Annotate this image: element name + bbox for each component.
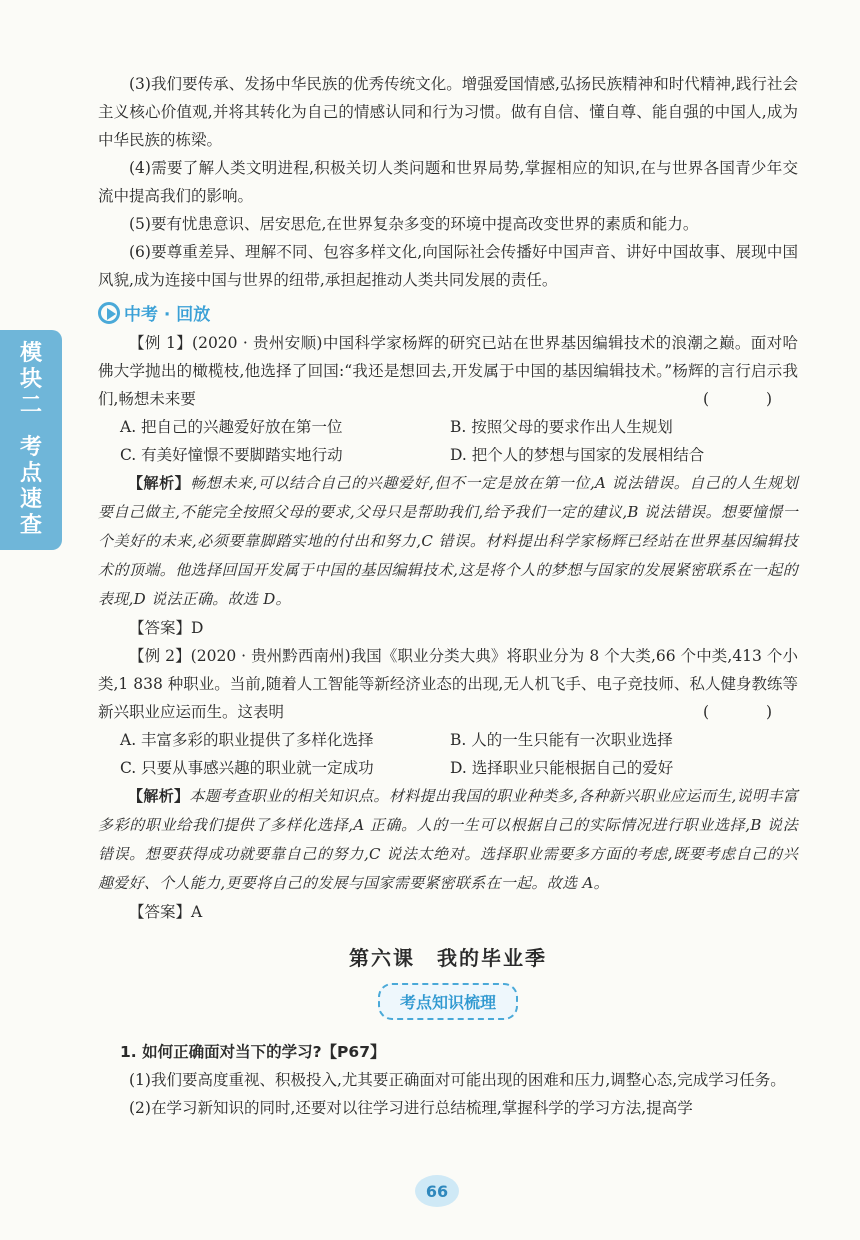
answer-bracket: ( ) [702,703,798,721]
intro-paragraph: (6)要尊重差异、理解不同、包容多样文化,向国际社会传播好中国声音、讲好中国故事、展现中国风貌,成为连接中国与世界的纽带,承担起推动人类共同发展的责任。 [98,243,798,289]
section-title: 中考 · 回放 [124,305,211,325]
example2-options-row [98,726,798,754]
example2-analysis: 【解析】本题考查职业的相关知识点。材料提出我国的职业种类多,各种新兴职业应运而生,说明丰富多彩的职业给我们提供了多样化选择,A 正确。人的一生可以根据自己的实际情况进行职业选择,B 说法错误。想要获得成功就要靠自己的努力,C 说法太绝对。选择职业需要多方面的考虑,既要考虑自己的兴趣爱好、个人能力,更要将自己的发展与国家需要紧密联系在一起。故选 A。 [98,787,799,892]
option-c: C. 有美好憧憬不要脚踏实地行动 [120,446,343,464]
side-tab-module: 模块二 [19,341,42,418]
option-b: B. 人的一生只能有一次职业选择 [450,731,673,749]
badge-wrap [98,983,798,1020]
option-d: D. 选择职业只能根据自己的爱好 [450,759,674,777]
replay-icon [98,302,120,324]
example1-analysis: 【解析】畅想未来,可以结合自己的兴趣爱好,但不一定是放在第一位,A 说法错误。自己的人生规划要自己做主,不能完全按照父母的要求,父母只是帮助我们,给予我们一定的建议,B 说法错误。想要憧憬一个美好的未来,必须要靠脚踏实地的付出和努力,C 错误。材料提出科学家杨辉已经站在世界基因编辑技术的顶端。他选择回国开发属于中国的基因编辑技术,这是将个人的梦想与国家的发展紧密联系在一起的表现,D 说法正确。故选 D。 [98,474,798,608]
knowledge-paragraph: (2)在学习新知识的同时,还要对以往学习进行总结梳理,掌握科学的学习方法,提高学 [129,1099,693,1117]
module-side-tab [0,330,62,550]
intro-paragraph: (4)需要了解人类文明进程,积极关切人类问题和世界局势,掌握相应的知识,在与世界各国青少年交流中提高我们的影响。 [98,159,798,205]
side-tab-section: 考点速查 [19,435,42,538]
example1-answer: 【答案】D [129,619,204,637]
example2-options-row [98,754,798,782]
intro-paragraph: (5)要有忧患意识、居安思危,在世界复杂多变的环境中提高改变世界的素质和能力。 [129,215,699,233]
option-a: A. 丰富多彩的职业提供了多样化选择 [120,731,374,749]
example1-options-row [98,441,798,469]
lesson-title: 第六课 我的毕业季 [349,946,547,970]
option-a: A. 把自己的兴趣爱好放在第一位 [120,418,343,436]
knowledge-paragraph: (1)我们要高度重视、积极投入,尤其要正确面对可能出现的困难和压力,调整心态,完成学习任务。 [129,1071,786,1089]
example2-answer: 【答案】A [129,903,203,921]
answer-bracket: ( ) [702,390,798,408]
option-b: B. 按照父母的要求作出人生规划 [450,418,673,436]
section-header [98,300,798,325]
option-d: D. 把个人的梦想与国家的发展相结合 [450,446,705,464]
example1-stem: 【例 1】(2020 · 贵州安顺)中国科学家杨辉的研究已站在世界基因编辑技术的浪潮之巅。面对哈佛大学抛出的橄榄枝,他选择了回国:“我还是想回去,开发属于中国的基因编辑技术。”杨辉的言行启示我们,畅想未来要 ( ) [98,329,798,413]
intro-paragraph: (3)我们要传承、发扬中华民族的优秀传统文化。增强爱国情感,弘扬民族精神和时代精神,践行社会主义核心价值观,并将其转化为自己的情感认同和行为习惯。做有自信、懂自尊、能自强的中国人,成为中华民族的栋梁。 [98,75,798,149]
example2-stem: 【例 2】(2020 · 贵州黔西南州)我国《职业分类大典》将职业分为 8 个大类,66 个中类,413 个小类,1 838 种职业。当前,随着人工智能等新经济业态的出现,无人机飞手、电子竞技师、私人健身教练等新兴职业应运而生。这表明 ( ) [98,642,798,726]
page-number: 66 [415,1175,459,1207]
option-c: C. 只要从事感兴趣的职业就一定成功 [120,759,374,777]
main-content [98,70,798,1122]
knowledge-point-title: 1. 如何正确面对当下的学习?【P67】 [120,1043,386,1061]
example1-options-row [98,413,798,441]
knowledge-badge: 考点知识梳理 [378,983,518,1020]
